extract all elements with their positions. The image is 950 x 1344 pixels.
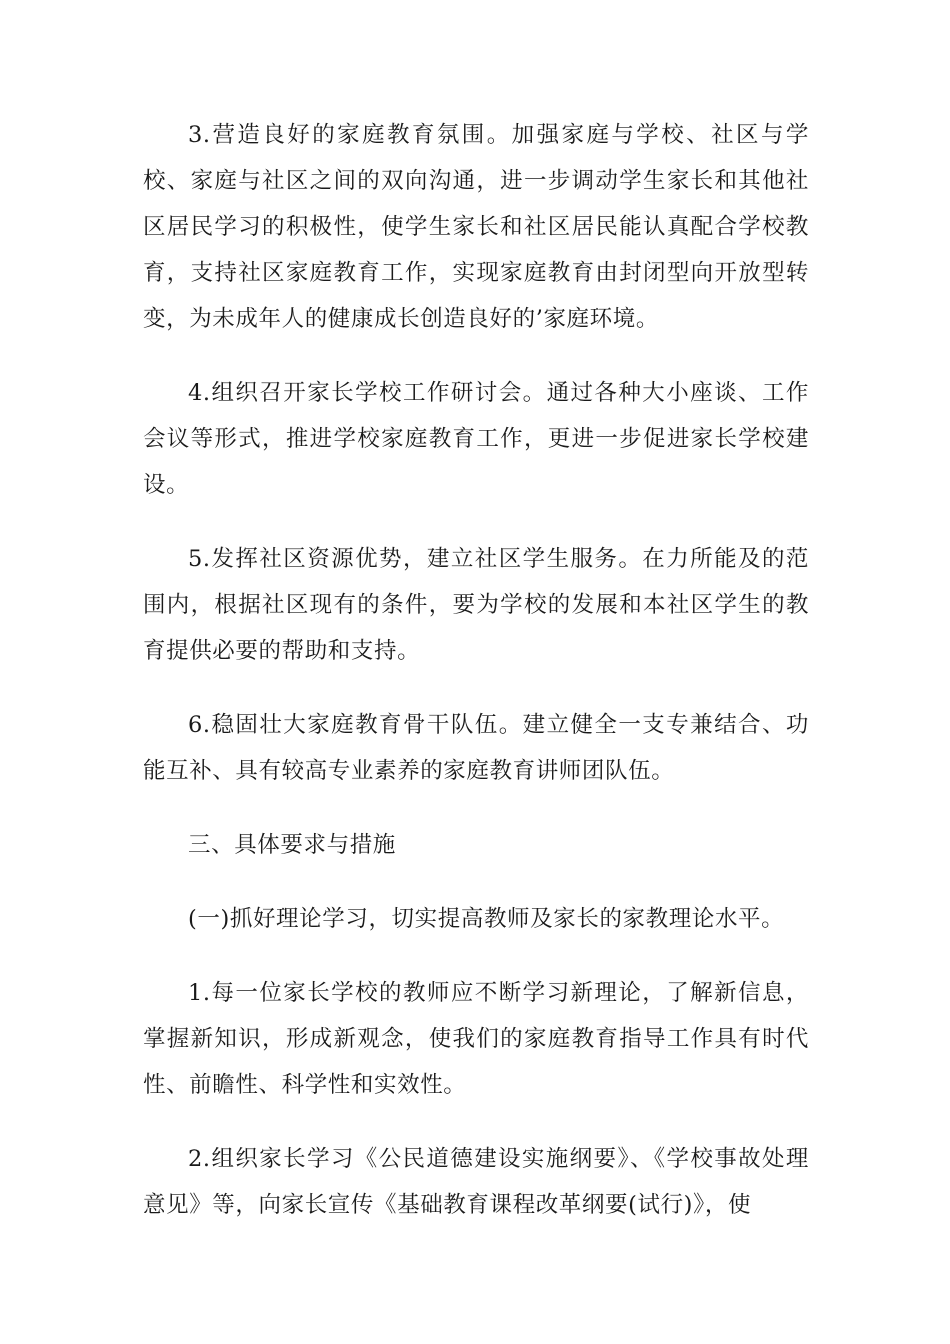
paragraph-item-2: 2.组织家长学习《公民道德建设实施纲要》、《学校事故处理意见》等，向家长宣传《基础教育课程改革纲要(试行)》，使: [143, 1146, 809, 1218]
section-heading-3: 三、具体要求与措施: [188, 832, 396, 858]
paragraph-item-4: 4.组织召开家长学校工作研讨会。通过各种大小座谈、工作会议等形式，推进学校家庭教育工作，更进一步促进家长学校建设。: [143, 380, 809, 498]
paragraph-item-3: 3.营造良好的家庭教育氛围。加强家庭与学校、社区与学校、家庭与社区之间的双向沟通，进一步调动学生家长和其他社区居民学习的积极性，使学生家长和社区居民能认真配合学校教育，支持社区家庭教育工作，实现家庭教育由封闭型向开放型转变，为未成年人的健康成长创造良好的’家庭环境。: [143, 122, 809, 332]
paragraph-item-6: 6.稳固壮大家庭教育骨干队伍。建立健全一支专兼结合、功能互补、具有较高专业素养的家庭教育讲师团队伍。: [143, 712, 809, 784]
subsection-heading-1: (一)抓好理论学习，切实提高教师及家长的家教理论水平。: [188, 906, 785, 932]
paragraph-item-1: 1.每一位家长学校的教师应不断学习新理论，了解新信息，掌握新知识，形成新观念，使我们的家庭教育指导工作具有时代性、前瞻性、科学性和实效性。: [143, 980, 809, 1098]
document-body: [143, 112, 809, 1256]
paragraph-item-5: 5.发挥社区资源优势，建立社区学生服务。在力所能及的范围内，根据社区现有的条件，要为学校的发展和本社区学生的教育提供必要的帮助和支持。: [143, 546, 809, 664]
